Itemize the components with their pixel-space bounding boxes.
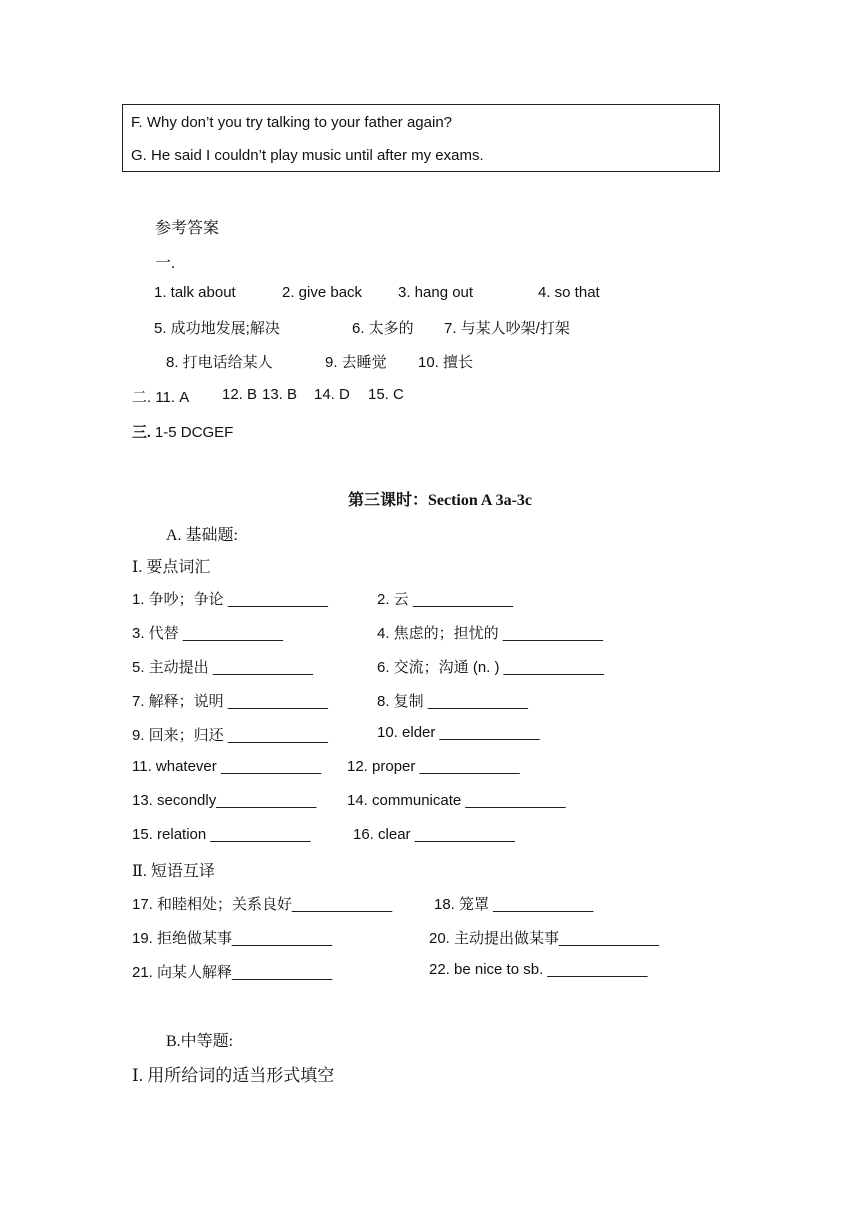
phrase-item-20: 20. 主动提出做某事____________	[429, 930, 660, 947]
vocab-section-heading: Ⅰ. 要点词汇	[132, 559, 211, 576]
level-b-heading: B.中等题:	[166, 1033, 234, 1050]
option-f: F. Why don’t you try talking to your father again?	[131, 114, 452, 131]
vocab-item-1: 1. 争吵；争论 ____________	[132, 591, 328, 608]
vocab-item-11: 11. whatever ____________	[132, 758, 322, 775]
answer-part2-11: 二. 11. A	[132, 389, 190, 406]
answer-part3-text: 1-5 DCGEF	[150, 424, 234, 441]
answer-5: 5. 成功地发展;解决	[154, 320, 280, 337]
answer-1: 1. talk about	[154, 284, 236, 301]
vocab-item-7: 7. 解释；说明 ____________	[132, 693, 328, 710]
option-g: G. He said I couldn’t play music until after my exams.	[131, 147, 484, 164]
answer-part3	[132, 421, 233, 442]
vocab-item-5: 5. 主动提出 ____________	[132, 659, 313, 676]
answer-part2-15: 15. C	[368, 386, 404, 403]
vocab-item-8: 8. 复制 ____________	[377, 693, 528, 710]
answer-4: 4. so that	[538, 284, 600, 301]
phrase-item-17: 17. 和睦相处；关系良好____________	[132, 896, 393, 913]
vocab-item-16: 16. clear ____________	[353, 826, 515, 843]
options-box	[122, 104, 720, 172]
vocab-item-9: 9. 回来；归还 ____________	[132, 727, 328, 744]
phrase-item-18: 18. 笼罩 ____________	[434, 896, 594, 913]
answer-7: 7. 与某人吵架/打架	[444, 320, 570, 337]
vocab-item-2: 2. 云 ____________	[377, 591, 513, 608]
vocab-item-15: 15. relation ____________	[132, 826, 311, 843]
phrase-item-19: 19. 拒绝做某事____________	[132, 930, 333, 947]
answer-part2-14: 14. D	[314, 386, 350, 403]
vocab-item-10: 10. elder ____________	[377, 724, 540, 741]
answer-part3-label: 三.	[132, 425, 151, 441]
vocab-item-6: 6. 交流；沟通 (n. ) ____________	[377, 659, 604, 676]
answer-part2-12: 12. B	[222, 386, 258, 403]
phrase-item-21: 21. 向某人解释____________	[132, 964, 333, 981]
answer-6: 6. 太多的	[352, 320, 414, 337]
lesson-title: 第三课时：Section A 3a-3c	[348, 492, 532, 509]
answer-10: 10. 擅长	[418, 354, 474, 371]
answer-3: 3. hang out	[398, 284, 474, 301]
answer-part2-13: 13. B	[262, 386, 298, 403]
vocab-item-4: 4. 焦虑的；担忧的 ____________	[377, 625, 603, 642]
phrase-item-22: 22. be nice to sb. ____________	[429, 961, 648, 978]
answer-9: 9. 去睡觉	[325, 354, 387, 371]
answers-part1-label: 一.	[155, 255, 176, 272]
phrase-section-heading: Ⅱ. 短语互译	[132, 863, 215, 880]
level-a-heading: A. 基础题:	[166, 527, 239, 544]
vocab-item-12: 12. proper ____________	[347, 758, 520, 775]
answer-8: 8. 打电话给某人	[166, 354, 273, 371]
fill-in-section-heading: Ⅰ. 用所给词的适当形式填空	[132, 1066, 335, 1085]
answers-heading: 参考答案	[155, 220, 220, 237]
vocab-item-14: 14. communicate ____________	[347, 792, 566, 809]
vocab-item-3: 3. 代替 ____________	[132, 625, 283, 642]
vocab-item-13: 13. secondly____________	[132, 792, 317, 809]
answer-2: 2. give back	[282, 284, 363, 301]
